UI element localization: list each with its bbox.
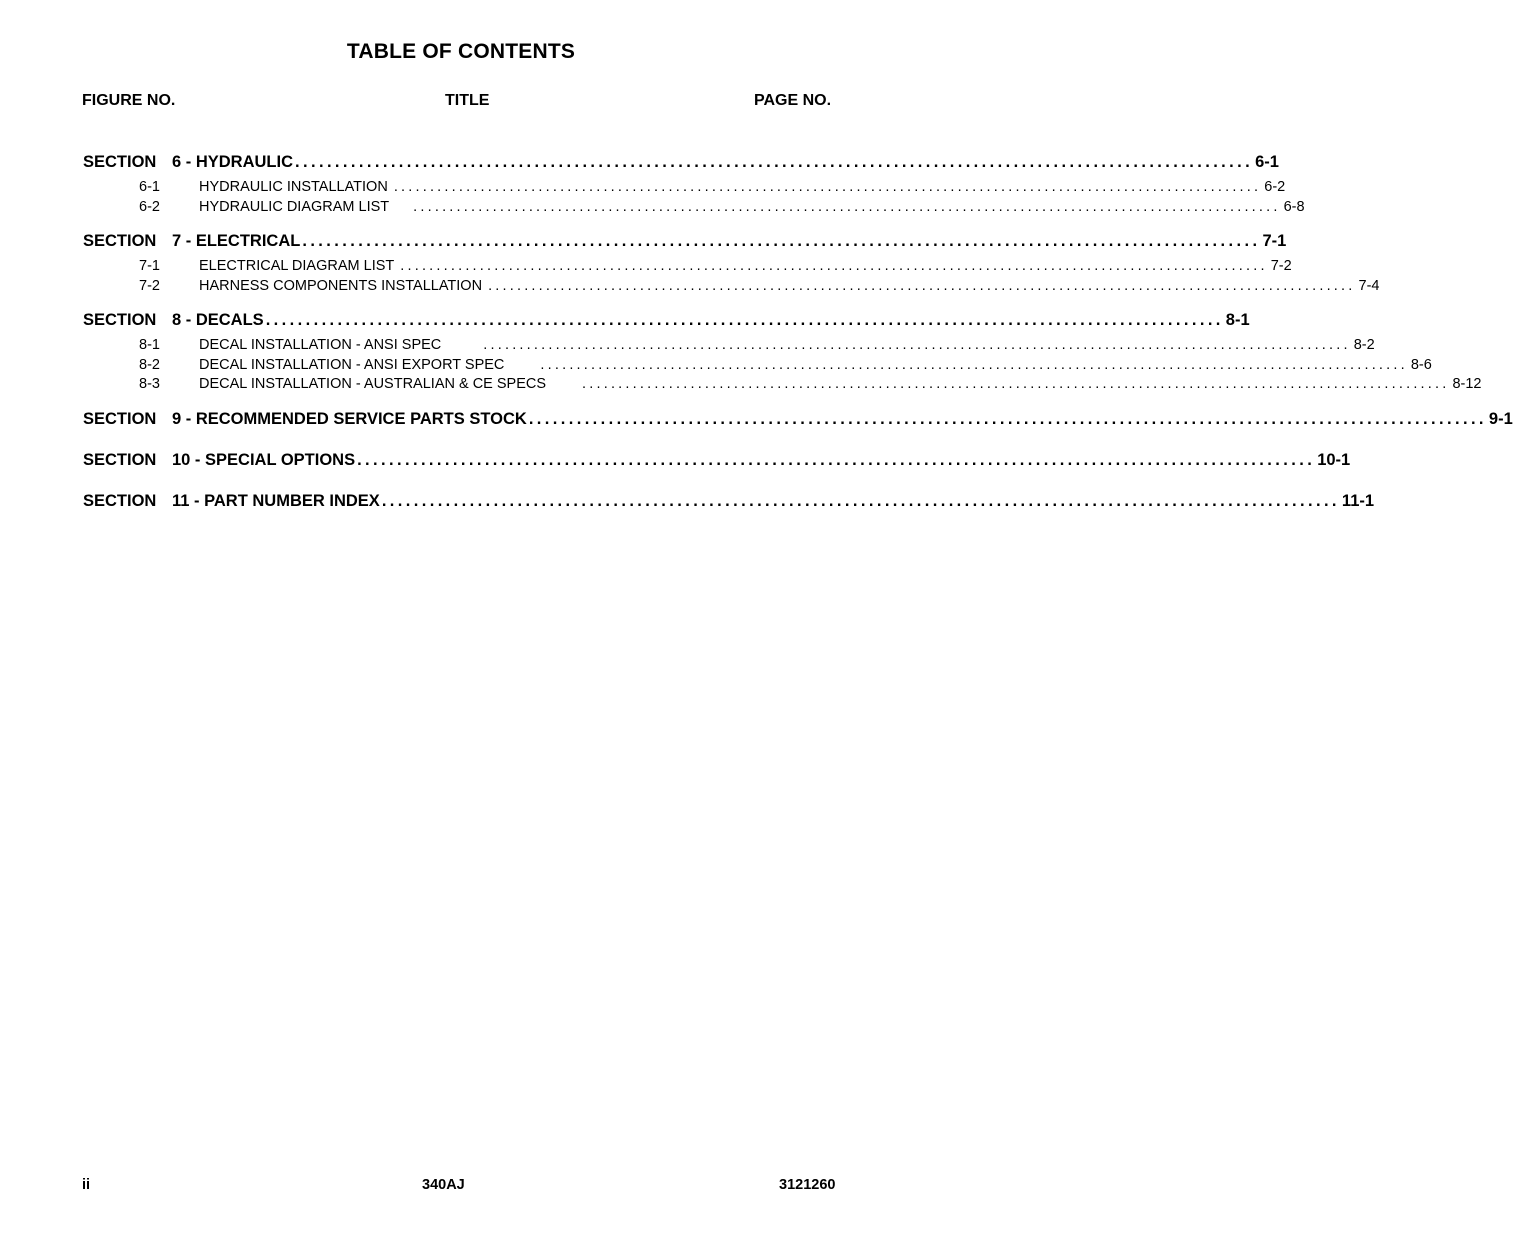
- toc-section-row[interactable]: [83, 448, 1351, 472]
- section-title: 6 - HYDRAULIC: [172, 153, 294, 171]
- figure-number: 7-1: [139, 258, 160, 274]
- figure-number: 6-2: [139, 198, 160, 215]
- section-page: 7-1: [1262, 232, 1287, 250]
- section-title: 7 - ELECTRICAL: [172, 232, 301, 250]
- toc-figure-row[interactable]: [83, 277, 1380, 297]
- toc-figure-row[interactable]: [83, 356, 1432, 376]
- section-title: 11 - PART NUMBER INDEX: [172, 491, 380, 510]
- dot-leader: ........................................................................................................................: [540, 356, 1408, 373]
- toc-section-row[interactable]: [83, 308, 1250, 332]
- section-label: SECTION: [83, 311, 157, 329]
- dot-leader: ........................................................................................................................: [483, 337, 1351, 353]
- figure-title: HARNESS COMPONENTS INSTALLATION: [199, 277, 483, 294]
- footer-model: 340AJ: [422, 1177, 465, 1193]
- footer-page-number: ii: [82, 1177, 91, 1193]
- section-label: SECTION: [83, 153, 157, 171]
- toc-section-row[interactable]: [83, 489, 1375, 513]
- dot-leader: ........................................................................................................................: [528, 409, 1487, 428]
- toc-figure-row[interactable]: [83, 198, 1305, 218]
- section-page: 11-1: [1341, 491, 1375, 510]
- section-title: 10 - SPECIAL OPTIONS: [172, 450, 356, 469]
- figure-number: 8-1: [139, 337, 160, 353]
- page-title: TABLE OF CONTENTS: [346, 40, 576, 63]
- figure-page: 7-2: [1270, 258, 1292, 274]
- figure-title: ELECTRICAL DIAGRAM LIST: [199, 258, 395, 274]
- figure-number: 8-3: [139, 376, 160, 392]
- figure-title: DECAL INSTALLATION - ANSI EXPORT SPEC: [199, 356, 505, 373]
- column-header-title: TITLE: [445, 92, 490, 109]
- column-header-page: PAGE NO.: [754, 92, 832, 109]
- section-label: SECTION: [83, 491, 157, 510]
- figure-title: HYDRAULIC DIAGRAM LIST: [199, 198, 390, 215]
- figure-number: 7-2: [139, 277, 160, 294]
- section-label: SECTION: [83, 232, 157, 250]
- toc-figure-row[interactable]: [83, 336, 1375, 356]
- section-label: SECTION: [83, 409, 157, 428]
- toc-section-row[interactable]: [83, 229, 1287, 253]
- figure-page: 6-2: [1264, 179, 1286, 195]
- dot-leader: ........................................................................................................................: [582, 376, 1450, 392]
- figure-title: HYDRAULIC INSTALLATION: [199, 179, 388, 195]
- dot-leader: ........................................................................................................................: [295, 153, 1254, 171]
- figure-title: DECAL INSTALLATION - ANSI SPEC: [199, 337, 442, 353]
- column-header-figure: FIGURE NO.: [82, 92, 176, 109]
- dot-leader: ........................................................................................................................: [488, 277, 1356, 294]
- toc-figure-row[interactable]: [83, 257, 1292, 277]
- figure-number: 6-1: [139, 179, 160, 195]
- section-title: 8 - DECALS: [172, 311, 264, 329]
- dot-leader: ........................................................................................................................: [393, 179, 1262, 195]
- figure-page: 8-6: [1410, 356, 1432, 373]
- section-page: 9-1: [1488, 409, 1513, 428]
- figure-page: 8-2: [1353, 337, 1375, 353]
- dot-leader: ........................................................................................................................: [413, 198, 1281, 215]
- figure-title: DECAL INSTALLATION - AUSTRALIAN & CE SPECS: [199, 376, 547, 392]
- section-page: 10-1: [1317, 450, 1351, 469]
- figure-page: 6-8: [1283, 198, 1305, 215]
- toc-list: [83, 150, 1513, 513]
- dot-leader: ........................................................................................................................: [265, 311, 1224, 329]
- section-page: 6-1: [1255, 153, 1279, 171]
- section-label: SECTION: [83, 450, 157, 469]
- toc-section-row[interactable]: [83, 407, 1513, 431]
- toc-section-row[interactable]: [83, 150, 1279, 174]
- section-page: 8-1: [1225, 311, 1250, 329]
- toc-figure-row[interactable]: [83, 178, 1286, 198]
- section-title: 9 - RECOMMENDED SERVICE PARTS STOCK: [172, 409, 527, 428]
- figure-number: 8-2: [139, 356, 160, 373]
- footer-document-number: 3121260: [779, 1177, 836, 1193]
- dot-leader: ........................................................................................................................: [302, 232, 1261, 250]
- figure-page: 8-12: [1452, 376, 1482, 392]
- figure-page: 7-4: [1358, 277, 1380, 294]
- dot-leader: ........................................................................................................................: [381, 491, 1340, 510]
- dot-leader: ........................................................................................................................: [357, 450, 1316, 469]
- dot-leader: ........................................................................................................................: [400, 258, 1268, 274]
- toc-figure-row[interactable]: [83, 375, 1482, 395]
